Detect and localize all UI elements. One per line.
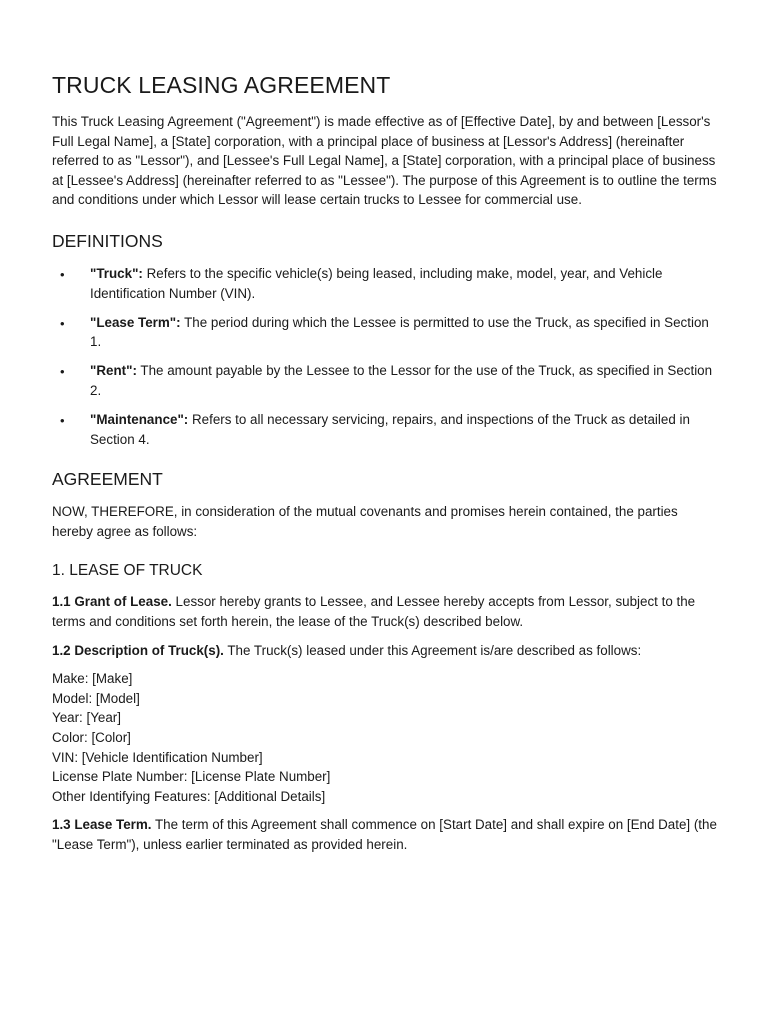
- truck-detail-model: Model: [Model]: [52, 690, 140, 706]
- definitions-heading: DEFINITIONS: [52, 230, 163, 251]
- bullet-icon: •: [60, 315, 65, 331]
- clause-text: The term of this Agreement shall commence on [Start Date] and shall expire on [End Date] (the "Lease Term"), unless earlier terminated as provided herein.: [52, 817, 717, 852]
- truck-detail-color: Color: [Color]: [52, 729, 131, 745]
- clause-text: The Truck(s) leased under this Agreement is/are described as follows:: [223, 642, 642, 658]
- definition-text: Refers to the specific vehicle(s) being leased, including make, model, year, and Vehicle Identification Number (VIN).: [90, 265, 663, 301]
- document-title: TRUCK LEASING AGREEMENT: [52, 72, 391, 98]
- clause-text: Lessor hereby grants to Lessee, and Lessee hereby accepts from Lessor, subject to the terms and conditions set forth herein, the lease of the Truck(s) described below.: [52, 594, 696, 629]
- agreement-intro: NOW, THEREFORE, in consideration of the mutual covenants and promises herein contained, the parties hereby agree as follows:: [52, 504, 678, 539]
- definitions-list: [52, 264, 722, 449]
- definition-term: "Truck":: [90, 265, 143, 281]
- clause-1-2: [52, 641, 722, 661]
- definition-text: The amount payable by the Lessee to the Lessor for the use of the Truck, as specified in Section 2.: [90, 363, 713, 398]
- bullet-icon: •: [60, 364, 65, 380]
- clause-1-3: [52, 815, 722, 854]
- clause-label: 1.1 Grant of Lease.: [52, 594, 172, 610]
- truck-detail-vin: VIN: [Vehicle Identification Number]: [52, 749, 263, 765]
- agreement-heading: AGREEMENT: [52, 469, 163, 490]
- document-page: [52, 72, 722, 864]
- truck-detail-year: Year: [Year]: [52, 710, 121, 726]
- clause-label: 1.2 Description of Truck(s).: [52, 642, 224, 658]
- intro-paragraph: This Truck Leasing Agreement ("Agreement") is made effective as of [Effective Date], by and between [Lessor's Full Legal Name], a [State] corporation, with a principal place of business at [Lessor's Address] (hereinafter referred to as "Lessor"), and [Lessee's Full Legal Name], a [State] corporation, with a principal place of business at [Lessee's Address] (hereinafter referred to as "Lessee"). The purpose of this Agreement is to outline the terms and conditions under which Lessor will lease certain trucks to Lessee for commercial use.: [52, 114, 717, 208]
- truck-detail-plate: License Plate Number: [License Plate Number]: [52, 769, 331, 785]
- definition-item: [52, 313, 722, 352]
- definition-term: "Lease Term":: [90, 314, 181, 330]
- truck-details: [52, 669, 722, 806]
- truck-detail-other: Other Identifying Features: [Additional Details]: [52, 788, 326, 804]
- definition-text: The period during which the Lessee is permitted to use the Truck, as specified in Section 1.: [90, 314, 709, 350]
- definition-term: "Rent":: [90, 363, 137, 379]
- bullet-icon: •: [60, 266, 65, 282]
- definition-text: Refers to all necessary servicing, repairs, and inspections of the Truck as detailed in Section 4.: [90, 412, 690, 447]
- definition-item: [52, 264, 722, 303]
- section-1-heading: 1. LEASE OF TRUCK: [52, 562, 203, 580]
- definition-term: "Maintenance":: [90, 412, 189, 428]
- clause-label: 1.3 Lease Term.: [52, 817, 152, 833]
- truck-detail-make: Make: [Make]: [52, 671, 133, 687]
- bullet-icon: •: [60, 413, 65, 429]
- clause-1-1: [52, 592, 722, 631]
- definition-item: [52, 361, 722, 400]
- definition-item: [52, 410, 722, 449]
